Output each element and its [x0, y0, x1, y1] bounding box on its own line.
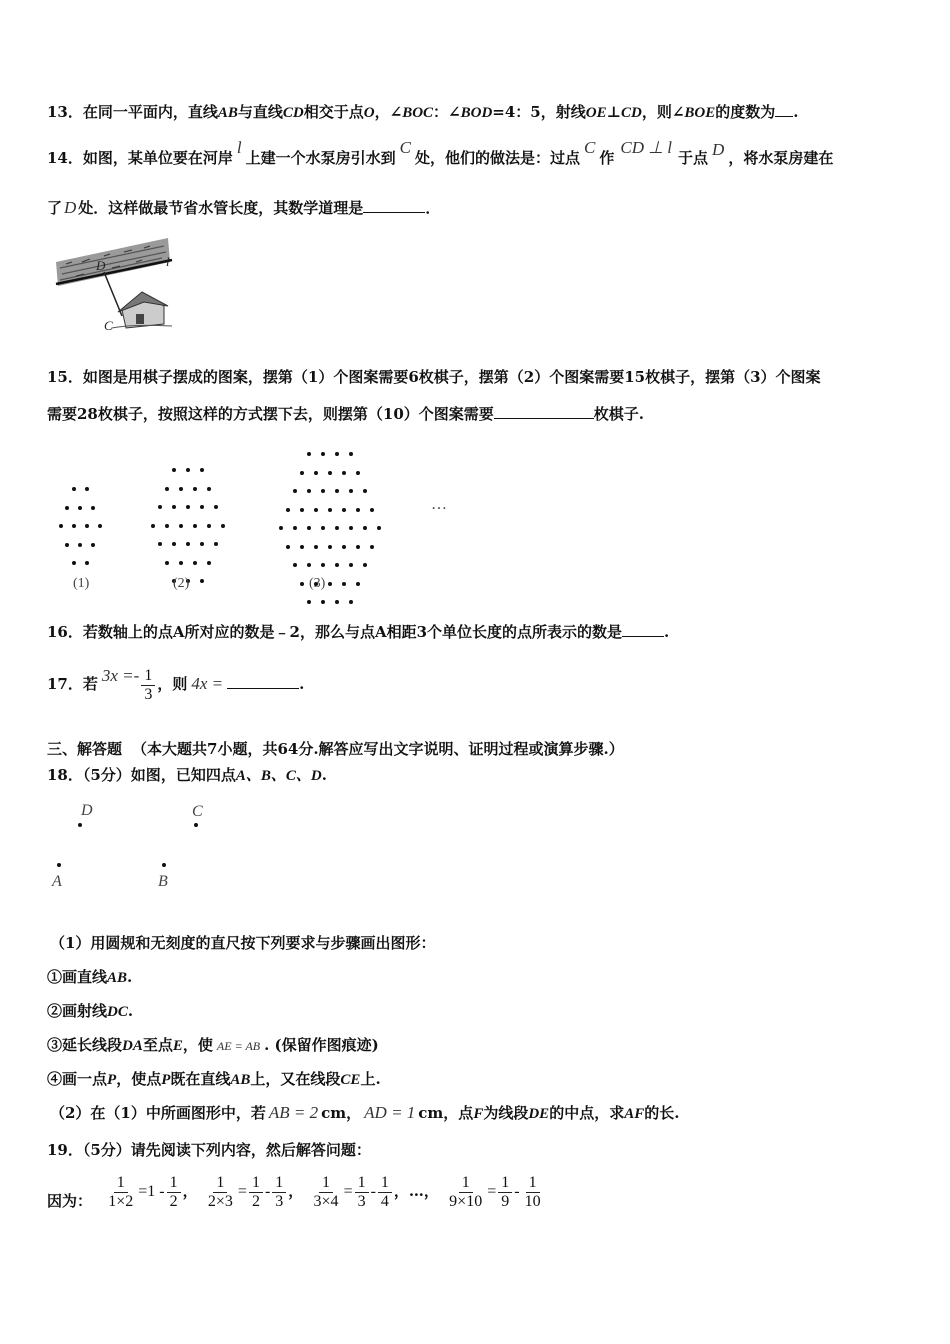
pump-house: [112, 292, 172, 328]
q18-part2-i: 的中点，求: [549, 1104, 625, 1122]
chess-dot: [293, 489, 297, 493]
chess-dot: [328, 508, 332, 512]
q18-step4-d: P: [161, 1072, 171, 1088]
q19-f2-den: 2×3: [207, 1192, 233, 1210]
q13-text-d: ，∠: [374, 103, 403, 121]
chess-dot: [151, 524, 155, 528]
chess-dot: [78, 506, 82, 510]
q14-line2-end: ．: [425, 199, 441, 217]
chess-dot: [377, 526, 381, 530]
q19-f2-b-den: 3: [275, 1192, 284, 1210]
q19-f2-eq: =: [237, 1183, 247, 1200]
q19-f4-a-den: 9: [501, 1192, 510, 1210]
river-bank-band: [56, 238, 172, 286]
chess-dot: [370, 508, 374, 512]
q14-c2: C: [584, 138, 596, 157]
chess-dot: [78, 543, 82, 547]
q14-answer-blank: [363, 198, 425, 213]
chess-dot: [186, 468, 190, 472]
q14-line2: [47, 198, 440, 218]
point-c-dot: [194, 823, 198, 827]
q18-part2-k: 的长.: [644, 1104, 680, 1122]
q19-f2-a-den: 2: [251, 1192, 260, 1210]
q13-end: .: [793, 103, 799, 121]
q19-dots: ，…，: [393, 1182, 439, 1200]
chess-dot: [72, 524, 76, 528]
chess-dot: [179, 487, 183, 491]
q17-end: .: [299, 675, 305, 693]
q18-step3-c: 至点: [142, 1036, 173, 1054]
q19-f1-eq: =1 -: [138, 1183, 165, 1200]
q19-f4-num: 1: [459, 1174, 473, 1193]
q14-text-d: 作: [599, 149, 615, 167]
q15-line2-a: 需要28枚棋子，按照这样的方式摆下去，则摆第（10）个图案需要: [47, 405, 494, 423]
q19-f2-minus: -: [264, 1183, 271, 1200]
chess-dot: [307, 526, 311, 530]
chess-dot: [172, 505, 176, 509]
q18-step2: [47, 1001, 133, 1022]
q17-fraction: [141, 667, 155, 704]
q14-l: l: [236, 138, 242, 157]
chess-dot: [349, 452, 353, 456]
chess-dot: [158, 505, 162, 509]
q14-d2: D: [64, 198, 77, 217]
q14-number: 14．: [47, 149, 83, 167]
point-b-dot: [162, 863, 166, 867]
chess-dot: [335, 452, 339, 456]
q19-text: （5分）请先阅读下列内容，然后解答问题：: [82, 1141, 371, 1159]
q15-line2: [47, 404, 644, 424]
chess-dot: [307, 489, 311, 493]
q18-step3-g: . (保留作图痕迹): [264, 1036, 379, 1054]
chess-dot: [193, 561, 197, 565]
point-d-dot: [78, 823, 82, 827]
q13-text-b: 与直线: [237, 103, 283, 121]
q13-answer-blank: [775, 102, 793, 117]
chess-dot: [314, 471, 318, 475]
q19-f3-minus: -: [370, 1183, 376, 1200]
chess-dot: [321, 563, 325, 567]
q15-line1: [47, 367, 821, 387]
q14-text-c: 处，他们的做法是：过点: [414, 149, 580, 167]
chess-dot: [186, 505, 190, 509]
q19-f2-num: 1: [213, 1174, 227, 1193]
q14-text-f: ，将水泵房建在: [728, 149, 834, 167]
q13-text-a: 在同一平面内，直线: [82, 103, 218, 121]
q18-part1: [50, 933, 435, 953]
q17-answer-blank: [227, 674, 299, 689]
q17-text-b: ，则: [157, 675, 188, 693]
chess-dot: [363, 489, 367, 493]
q18-step4-h: CE: [340, 1072, 361, 1088]
chess-dot: [307, 452, 311, 456]
chess-dot: [328, 471, 332, 475]
q17-number: 17．: [47, 675, 83, 693]
q13-line: [47, 102, 799, 123]
q13-o: O: [363, 105, 375, 121]
q18-part2-b: AB = 2: [268, 1103, 319, 1122]
pattern-caption-1: (1): [73, 576, 90, 591]
q19-f3-b-den: 4: [380, 1192, 389, 1210]
chess-dot: [165, 561, 169, 565]
q13-cd2: CD: [621, 105, 642, 121]
chess-dot: [286, 545, 290, 549]
q19-f2-a: [249, 1174, 263, 1211]
chess-dot: [300, 471, 304, 475]
chess-dot: [335, 489, 339, 493]
q18-step4-e: 既在直线: [170, 1070, 231, 1088]
q19-f1-rhs-den: 2: [169, 1192, 178, 1210]
chess-dot: [307, 600, 311, 604]
chess-dot: [342, 508, 346, 512]
q16-number: 16．: [47, 623, 83, 641]
chess-dot: [59, 524, 63, 528]
chess-dot: [349, 563, 353, 567]
chess-dot: [165, 487, 169, 491]
q13-bod: BOD: [460, 105, 493, 121]
q16-answer-blank: [622, 622, 664, 637]
q19-number: 19．: [47, 1141, 83, 1159]
q18-step3-a: ③延长线段: [47, 1036, 123, 1054]
chess-dot: [200, 579, 204, 583]
chess-dot: [293, 563, 297, 567]
q18-step3-f: AE = AB: [216, 1039, 261, 1053]
point-b-label: B: [158, 873, 168, 890]
chess-dot: [342, 545, 346, 549]
q13-text-e: ：∠: [433, 103, 461, 121]
q19-because: 因为：: [47, 1192, 93, 1210]
q18-part2-e: cm，点: [418, 1104, 474, 1122]
q13-boe: BOE: [684, 105, 716, 121]
q19-f4-a: [498, 1174, 512, 1211]
q15-line1-text: 如图是用棋子摆成的图案，摆第（1）个图案需要6枚棋子，摆第（2）个图案需要15枚棋子，摆第（3）个图案: [82, 368, 821, 386]
q19-comma-2: ，: [288, 1182, 304, 1200]
section3-note: （本大题共7小题，共64分.解答应写出文字说明、证明过程或演算步骤.）: [132, 740, 624, 758]
q18-step4-i: 上.: [360, 1070, 381, 1088]
q18-part2-a: （2）在（1）中所画图形中，若: [50, 1104, 266, 1122]
q18-step1-c: .: [127, 968, 133, 986]
chess-dot: [314, 545, 318, 549]
q17-text-a: 若: [82, 675, 98, 693]
q18-step4: [47, 1069, 381, 1090]
q19-f2-b: [272, 1174, 286, 1211]
chess-dot: [85, 524, 89, 528]
chess-dot: [300, 582, 304, 586]
q18-step4-c: ，使点: [116, 1070, 162, 1088]
q18-step3-b: DA: [122, 1038, 143, 1054]
chess-dot: [214, 505, 218, 509]
chess-dot: [172, 468, 176, 472]
q14-text-b: 上建一个水泵房引水到: [245, 149, 396, 167]
q13-oe: OE: [585, 105, 607, 121]
q18-part2-f: F: [473, 1106, 484, 1122]
point-c-label: C: [192, 803, 203, 820]
chess-dot: [356, 508, 360, 512]
chess-dot: [193, 487, 197, 491]
chess-dot: [356, 582, 360, 586]
q19-f3-den: 3×4: [313, 1192, 339, 1210]
q19-f4-b-den: 10: [524, 1192, 541, 1210]
pattern-caption-3: (3): [309, 576, 326, 591]
chess-dot: [207, 524, 211, 528]
q19-line: [47, 1140, 371, 1160]
q18-part2-g: 为线段: [483, 1104, 529, 1122]
q19-f3-a-num: 1: [355, 1174, 369, 1193]
chess-dot: [85, 487, 89, 491]
q18-number: 18．: [47, 766, 83, 784]
chess-dot: [98, 524, 102, 528]
chess-dot: [356, 545, 360, 549]
q14-text-a: 如图，某单位要在河岸: [82, 149, 233, 167]
q17-lhs: 3x =-: [101, 666, 140, 685]
q18-step3-d: E: [172, 1038, 183, 1054]
chess-dot: [91, 543, 95, 547]
q19-f3-eq: =: [343, 1183, 353, 1200]
q13-text-f: =4：5，射线: [492, 103, 586, 121]
q19-f3-frac: [311, 1174, 342, 1211]
pattern-caption-2: (2): [173, 576, 190, 591]
q18-step4-a: ④画一点: [47, 1070, 108, 1088]
chess-dot: [300, 508, 304, 512]
point-d-label: D: [81, 802, 93, 819]
q18-text: （5分）如图，已知四点: [82, 766, 236, 784]
q17-den: 3: [144, 685, 153, 703]
q18-points: A、B、C、D: [235, 768, 322, 784]
q19-f1-num: 1: [114, 1174, 128, 1193]
q19-f4-eq: =: [487, 1183, 497, 1200]
chess-dot: [286, 508, 290, 512]
q18-step4-g: 上，又在线段: [250, 1070, 341, 1088]
chess-dot: [321, 526, 325, 530]
q19-f4-minus: -: [514, 1183, 520, 1200]
pattern-ellipsis: …: [431, 496, 447, 513]
chess-dot: [200, 542, 204, 546]
chess-dot: [85, 561, 89, 565]
q19-f2-frac: [205, 1174, 236, 1211]
chess-dot: [356, 471, 360, 475]
chess-dot: [91, 506, 95, 510]
section3-title: 三、解答题: [47, 740, 123, 758]
q18-step1-b: AB: [107, 970, 128, 986]
q19-f1-frac: [105, 1174, 136, 1211]
chess-dot: [72, 487, 76, 491]
q18-step3-e: ，使: [182, 1036, 213, 1054]
chess-dot: [349, 600, 353, 604]
q19-f3-b-num: 1: [378, 1174, 392, 1193]
q19-f3-a: [355, 1174, 369, 1211]
q19-f4-b-num: 1: [526, 1174, 540, 1193]
chess-dot: [342, 471, 346, 475]
q18-part2-h: DE: [528, 1106, 550, 1122]
chess-dot: [363, 563, 367, 567]
q19-f4-frac: [446, 1174, 485, 1211]
chess-dot: [300, 545, 304, 549]
q14-c: C: [399, 138, 411, 157]
q15-answer-blank: [494, 404, 594, 419]
q15-number: 15．: [47, 368, 83, 386]
river-pump-figure: [52, 232, 176, 336]
q18-step3: [47, 1035, 379, 1056]
chess-dot: [179, 561, 183, 565]
q16-line: [47, 622, 669, 642]
q18-part2-c: cm，: [321, 1104, 362, 1122]
chess-dot: [349, 526, 353, 530]
q16-end: .: [664, 623, 670, 641]
q14-line2-b: 处．这样做最节省水管长度，其数学道理是: [78, 199, 364, 217]
point-a-label: A: [52, 873, 62, 890]
chess-dot: [342, 582, 346, 586]
chess-dot: [363, 526, 367, 530]
q13-perp: ⊥: [606, 103, 621, 121]
chess-dot: [221, 524, 225, 528]
chess-dot: [200, 505, 204, 509]
q13-ab: AB: [217, 105, 238, 121]
q13-boc: BOC: [402, 105, 434, 121]
q19-f2-b-num: 1: [272, 1174, 286, 1193]
q18-step2-b: DC: [107, 1004, 128, 1020]
q13-text-g: ，则∠: [641, 103, 685, 121]
q13-text-c: 相交于点: [303, 103, 364, 121]
chess-dot: [335, 526, 339, 530]
q19-f4-den: 9×10: [449, 1192, 483, 1210]
q19-comma-1: ，: [182, 1182, 198, 1200]
q18-step2-c: .: [127, 1002, 134, 1020]
q19-f1-rhs-num: 1: [167, 1174, 181, 1193]
chess-dot: [179, 524, 183, 528]
q18-part2-d: AD = 1: [364, 1103, 416, 1122]
q18-step4-f: AB: [230, 1072, 251, 1088]
chess-dot: [321, 452, 325, 456]
q19-f1-den: 1×2: [108, 1192, 134, 1210]
q18-part2: [50, 1103, 679, 1124]
q13-text-h: 的度数为: [715, 103, 776, 121]
q18-step2-a: ②画射线: [47, 1002, 108, 1020]
chess-dot: [214, 542, 218, 546]
chess-dot: [207, 561, 211, 565]
chess-dot: [314, 508, 318, 512]
chess-dot: [328, 545, 332, 549]
chess-dot: [321, 489, 325, 493]
q18-end: .: [321, 766, 327, 784]
q19-f4-b: [522, 1174, 544, 1211]
q18-step1: [47, 967, 132, 988]
fig-label-c: C: [104, 318, 113, 333]
chess-dot: [165, 524, 169, 528]
chess-dot: [65, 506, 69, 510]
pipe-line: [104, 272, 122, 316]
chess-dot: [328, 582, 332, 586]
section3-heading: [47, 739, 624, 759]
q19-f3-num: 1: [319, 1174, 333, 1193]
q16-text: 若数轴上的点A所对应的数是﹣2，那么与点A相距3个单位长度的点所表示的数是: [82, 623, 623, 641]
q13-cd: CD: [282, 105, 304, 121]
chess-dot: [335, 563, 339, 567]
q18-step4-b: P: [107, 1072, 117, 1088]
q15-line2-b: 枚棋子.: [593, 405, 644, 423]
fig-label-d: D: [96, 258, 106, 273]
q14-cd-perp-l: CD ⊥ l: [620, 138, 673, 157]
q14-line2-a: 了: [47, 199, 63, 217]
point-a-dot: [57, 863, 61, 867]
q19-f1-rhs: [167, 1174, 181, 1211]
chess-dot: [200, 468, 204, 472]
q19-f2-a-num: 1: [249, 1174, 263, 1193]
q19-f4-a-num: 1: [498, 1174, 512, 1193]
chess-dot: [172, 542, 176, 546]
q18-part1-text: （1）用圆规和无刻度的直尺按下列要求与步骤画出图形：: [50, 934, 436, 952]
fig-label-l: l: [166, 254, 170, 269]
chess-dot: [65, 543, 69, 547]
q14-line1: [47, 138, 834, 168]
chess-dot: [307, 563, 311, 567]
chess-dot: [293, 526, 297, 530]
chess-dot: [349, 489, 353, 493]
chess-dot: [335, 600, 339, 604]
q17-line: [47, 666, 304, 704]
chess-dot: [186, 542, 190, 546]
q14-text-e: 于点: [678, 149, 709, 167]
chess-dot: [321, 600, 325, 604]
chess-dot: [158, 542, 162, 546]
q19-f3-a-den: 3: [357, 1192, 366, 1210]
chess-dot: [207, 487, 211, 491]
q17-num: 1: [141, 667, 155, 686]
q19-f3-b: [378, 1174, 392, 1211]
q18-step1-a: ①画直线: [47, 968, 108, 986]
q19-formula-line: [47, 1170, 546, 1213]
q18-line: [47, 765, 327, 786]
chess-dot: [279, 526, 283, 530]
chess-dot: [370, 545, 374, 549]
q17-rhs: 4x =: [191, 674, 224, 693]
q13-number: 13．: [47, 103, 83, 121]
q18-part2-j: AF: [624, 1106, 645, 1122]
q14-d: D: [712, 140, 725, 159]
chess-dot: [193, 524, 197, 528]
chess-dot: [72, 561, 76, 565]
